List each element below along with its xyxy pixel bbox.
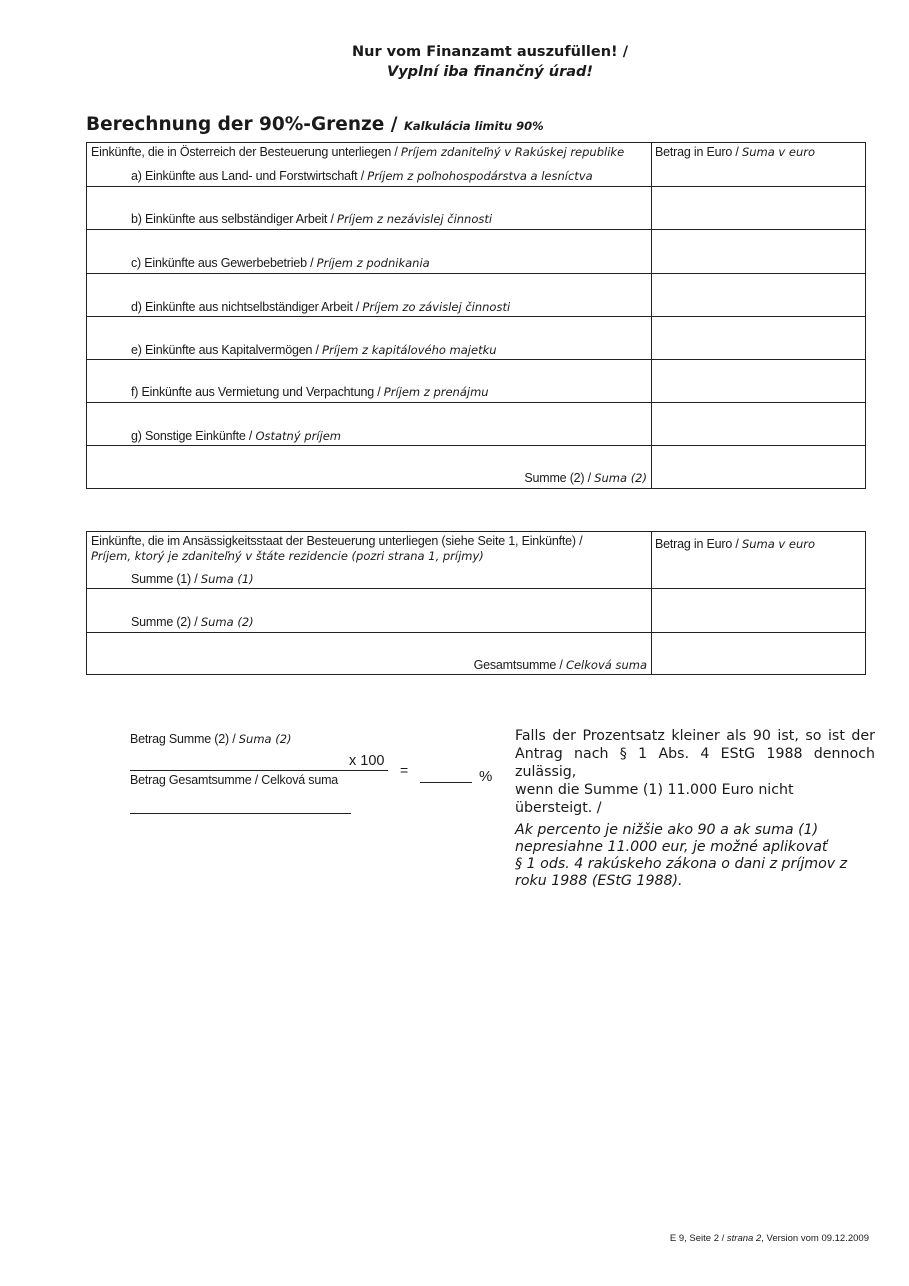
row-d-label: d) Einkünfte aus nichtselbständiger Arbeit / Príjem zo závislej činnosti [131, 300, 511, 314]
section-title-sk: Kalkulácia limitu 90% [403, 119, 544, 133]
austria-table-header: Einkünfte, die in Österreich der Besteuerung unterliegen / Príjem zdaniteľný v Rakúskej republike [91, 145, 625, 159]
sum2-label: Summe (2) / Suma (2) [524, 471, 647, 485]
sum1-label: Summe (1) / Suma (1) [131, 572, 254, 586]
signature-line[interactable] [130, 813, 351, 814]
table-row [87, 316, 865, 359]
row-b-label: b) Einkünfte aus selbständiger Arbeit / Príjem z nezávislej činnosti [131, 212, 493, 226]
note-sk-line3: § 1 ods. 4 rakúskeho zákona o dani z príjmov z [515, 856, 848, 872]
amount-column-header: Betrag in Euro / Suma v euro [655, 145, 816, 159]
note-de-line1: Falls der Prozentsatz kleiner als 90 ist, so ist der [515, 728, 875, 744]
section-title-de: Berechnung der 90%-Grenze / [86, 114, 404, 135]
table-row [87, 186, 865, 229]
explanatory-note [515, 727, 875, 890]
formula-denominator-label: Betrag Gesamtsumme / Celková suma [130, 773, 339, 787]
table-row [87, 359, 865, 402]
formula-equals: = [400, 762, 409, 778]
sum2-amount-field[interactable] [653, 591, 863, 629]
row-e-amount-field[interactable] [653, 319, 863, 357]
table-row [87, 532, 865, 588]
row-a-amount-field[interactable] [653, 163, 863, 185]
row-c-amount-field[interactable] [653, 232, 863, 270]
sum1-amount-field[interactable] [653, 556, 863, 586]
austria-income-table [86, 142, 866, 489]
fraction-line [130, 770, 388, 771]
row-b-amount-field[interactable] [653, 189, 863, 227]
note-de-line2: Antrag nach § 1 Abs. 4 EStG 1988 dennoch zulässig, [515, 746, 875, 780]
amount-column-header: Betrag in Euro / Suma v euro [655, 537, 816, 551]
row-a-label: a) Einkünfte aus Land- und Forstwirtschaft / Príjem z poľnohospodárstva a lesníctva [131, 169, 593, 183]
sum2-amount-field[interactable] [653, 448, 863, 486]
row-f-amount-field[interactable] [653, 362, 863, 400]
percent-sign: % [479, 768, 493, 785]
table-row [87, 229, 865, 273]
table-row [87, 632, 865, 675]
percentage-result-field[interactable] [420, 766, 472, 783]
row-g-amount-field[interactable] [653, 405, 863, 443]
table-row [87, 402, 865, 445]
note-sk-line1: Ak percento je nižšie ako 90 a ak suma (1) [515, 822, 819, 838]
formula-multiplier: x 100 [349, 753, 385, 769]
table-row [87, 445, 865, 489]
note-sk-line4: roku 1988 (EStG 1988). [515, 873, 683, 889]
table-row [87, 588, 865, 632]
note-de-line3: wenn die Summe (1) 11.000 Euro nicht übersteigt. / [515, 782, 794, 816]
row-d-amount-field[interactable] [653, 276, 863, 314]
row-f-label: f) Einkünfte aus Vermietung und Verpachtung / Príjem z prenájmu [131, 385, 489, 399]
office-only-notice [0, 42, 909, 82]
row-c-label: c) Einkünfte aus Gewerbebetrieb / Príjem z podnikania [131, 256, 430, 270]
formula-numerator-label: Betrag Summe (2) / Suma (2) [130, 732, 292, 746]
residence-income-table [86, 531, 866, 675]
page-footer: E 9, Seite 2 / strana 2, Version vom 09.12.2009 [669, 1233, 869, 1244]
total-sum-amount-field[interactable] [653, 635, 863, 673]
row-e-label: e) Einkünfte aus Kapitalvermögen / Príjem z kapitálového majetku [131, 343, 497, 357]
sum2-label: Summe (2) / Suma (2) [131, 615, 254, 629]
office-only-notice-de: Nur vom Finanzamt auszufüllen! / [351, 44, 629, 60]
note-sk-line2: nepresiahne 11.000 eur, je možné aplikovať [515, 839, 828, 855]
total-sum-label: Gesamtsumme / Celková suma [473, 658, 647, 672]
residence-table-header-de: Einkünfte, die im Ansässigkeitsstaat der Besteuerung unterliegen (siehe Seite 1, Einkünfte) / [91, 534, 583, 548]
table-row [87, 143, 865, 186]
office-only-notice-sk: Vyplní iba finančný úrad! [386, 64, 594, 80]
row-g-label: g) Sonstige Einkünfte / Ostatný príjem [131, 429, 342, 443]
residence-table-header-sk: Príjem, ktorý je zdaniteľný v štáte rezidencie (pozri strana 1, príjmy) [91, 549, 484, 563]
section-title [86, 114, 544, 135]
table-row [87, 273, 865, 316]
